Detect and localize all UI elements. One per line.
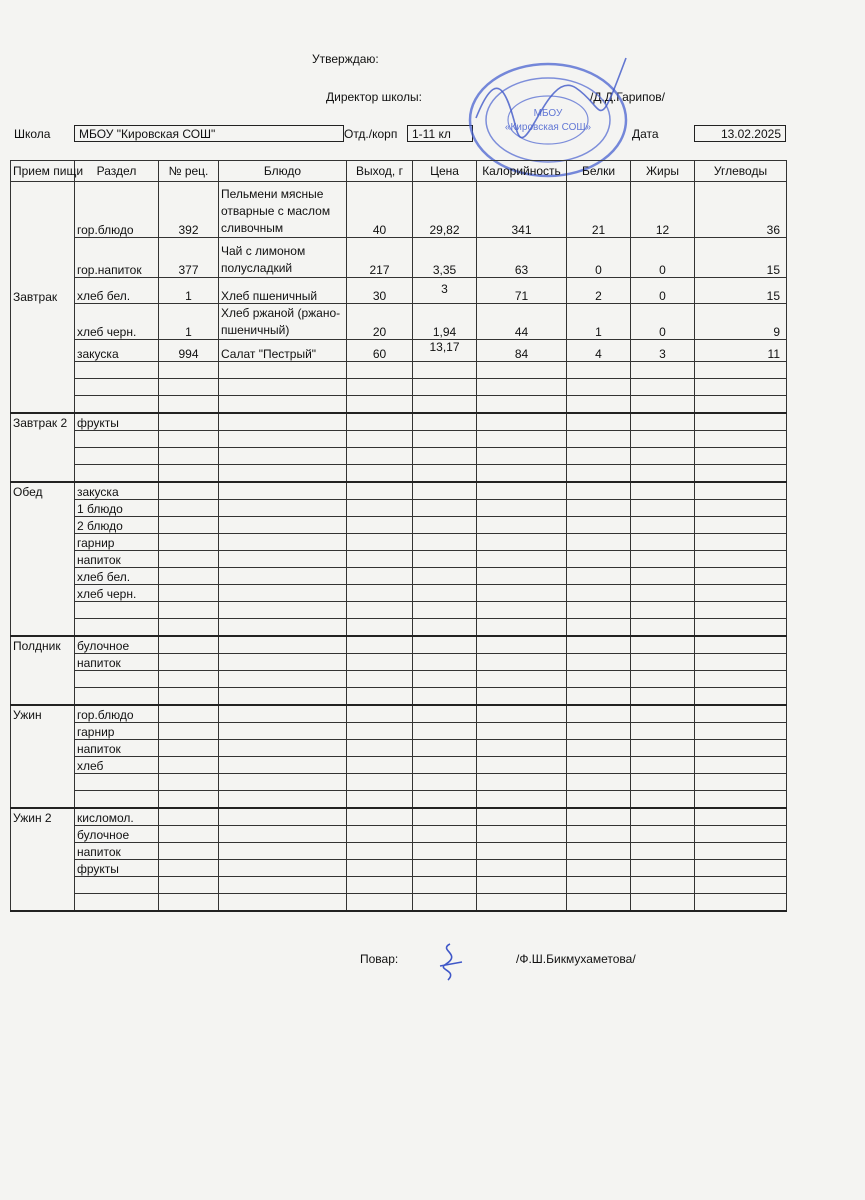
- cell-section: напиток: [75, 654, 159, 671]
- cell-yield: 40: [347, 182, 413, 238]
- date-label: Дата: [632, 127, 659, 141]
- meal-label: Полдник: [11, 636, 75, 705]
- cell-carbs: 15: [695, 238, 787, 278]
- dept-field: 1-11 кл: [407, 125, 473, 142]
- cell-section: хлеб: [75, 757, 159, 774]
- table-row: [11, 808, 787, 826]
- col-header: Углеводы: [695, 161, 787, 182]
- cell-protein: 1: [567, 304, 631, 340]
- cell-section: хлеб черн.: [75, 304, 159, 340]
- cell-kcal: 44: [477, 304, 567, 340]
- cell-section: гарнир: [75, 723, 159, 740]
- table-row: [11, 774, 787, 791]
- svg-text:«Кировская СОШ»: «Кировская СОШ»: [504, 122, 592, 133]
- school-field: МБОУ "Кировская СОШ": [74, 125, 344, 142]
- cell-carbs: 9: [695, 304, 787, 340]
- cell-dish: Хлеб ржаной (ржано-пшеничный): [219, 304, 347, 340]
- cell-carbs: 36: [695, 182, 787, 238]
- cell-recipe: 392: [159, 182, 219, 238]
- table-row: [11, 723, 787, 740]
- col-header: Выход, г: [347, 161, 413, 182]
- cell-section: хлеб черн.: [75, 585, 159, 602]
- table-row: [11, 740, 787, 757]
- table-row: [11, 278, 787, 304]
- table-row: [11, 705, 787, 723]
- date-field: 13.02.2025: [694, 125, 786, 142]
- director-name: /Д.Д.Гарипов/: [590, 90, 666, 104]
- table-row: [11, 619, 787, 637]
- col-header: Блюдо: [219, 161, 347, 182]
- cell-section: закуска: [75, 340, 159, 362]
- meal-label: Ужин 2: [11, 808, 75, 911]
- cell-carbs: 11: [695, 340, 787, 362]
- col-header: № рец.: [159, 161, 219, 182]
- cell-section: 1 блюдо: [75, 500, 159, 517]
- cell-kcal: 63: [477, 238, 567, 278]
- cell-price: 3,35: [413, 238, 477, 278]
- col-header: Калорийность: [477, 161, 567, 182]
- cell-price: 1,94: [413, 304, 477, 340]
- cell-fat: 0: [631, 278, 695, 304]
- table-row: [11, 568, 787, 585]
- cell-section: хлеб бел.: [75, 568, 159, 585]
- table-row: [11, 396, 787, 414]
- cell-kcal: 71: [477, 278, 567, 304]
- table-row: [11, 636, 787, 654]
- table-row: [11, 534, 787, 551]
- table-row: [11, 654, 787, 671]
- cell-section: кисломол.: [75, 808, 159, 826]
- table-row: [11, 379, 787, 396]
- cell-section: гор.напиток: [75, 238, 159, 278]
- table-row: [11, 757, 787, 774]
- cell-section: закуска: [75, 482, 159, 500]
- cell-protein: 4: [567, 340, 631, 362]
- col-header: Раздел: [75, 161, 159, 182]
- table-row: [11, 448, 787, 465]
- dept-label: Отд./корп: [344, 127, 398, 141]
- cell-fat: 0: [631, 304, 695, 340]
- cell-section: фрукты: [75, 413, 159, 431]
- cell-kcal: 84: [477, 340, 567, 362]
- table-row: [11, 894, 787, 912]
- cell-fat: 0: [631, 238, 695, 278]
- cell-protein: 2: [567, 278, 631, 304]
- table-row: [11, 585, 787, 602]
- cell-section: гор.блюдо: [75, 182, 159, 238]
- col-header: Жиры: [631, 161, 695, 182]
- table-row: [11, 860, 787, 877]
- col-header: Прием пищи: [11, 161, 75, 182]
- table-row: [11, 688, 787, 706]
- cell-carbs: 15: [695, 278, 787, 304]
- school-stamp: [456, 48, 636, 178]
- cell-recipe: 1: [159, 304, 219, 340]
- table-row: [11, 340, 787, 362]
- table-row: [11, 877, 787, 894]
- cell-kcal: 341: [477, 182, 567, 238]
- table-row: [11, 826, 787, 843]
- cell-section: булочное: [75, 826, 159, 843]
- cook-name: /Ф.Ш.Бикмухаметова/: [516, 952, 636, 966]
- table-row: [11, 791, 787, 809]
- table-row: [11, 182, 787, 238]
- cell-recipe: 994: [159, 340, 219, 362]
- meal-label: Обед: [11, 482, 75, 636]
- table-row: [11, 465, 787, 483]
- cell-yield: 20: [347, 304, 413, 340]
- cell-price: 3: [413, 278, 477, 304]
- cell-section: напиток: [75, 843, 159, 860]
- cell-protein: 0: [567, 238, 631, 278]
- cell-price: 29,82: [413, 182, 477, 238]
- cell-section: хлеб бел.: [75, 278, 159, 304]
- approve-label: Утверждаю:: [312, 52, 379, 66]
- director-label: Директор школы:: [326, 90, 422, 104]
- cell-dish: Хлеб пшеничный: [219, 278, 347, 304]
- cell-yield: 60: [347, 340, 413, 362]
- table-row: [11, 843, 787, 860]
- cell-section: гор.блюдо: [75, 705, 159, 723]
- table-row: [11, 238, 787, 278]
- meal-label: Завтрак 2: [11, 413, 75, 482]
- table-row: [11, 500, 787, 517]
- svg-text:МБОУ: МБОУ: [533, 108, 563, 119]
- cell-yield: 30: [347, 278, 413, 304]
- col-header: Белки: [567, 161, 631, 182]
- table-row: [11, 517, 787, 534]
- cell-dish: Салат "Пестрый": [219, 340, 347, 362]
- cell-section: напиток: [75, 551, 159, 568]
- cell-protein: 21: [567, 182, 631, 238]
- table-row: [11, 362, 787, 379]
- table-row: [11, 431, 787, 448]
- cell-fat: 3: [631, 340, 695, 362]
- meal-label: Ужин: [11, 705, 75, 808]
- col-header: Цена: [413, 161, 477, 182]
- cell-fat: 12: [631, 182, 695, 238]
- cell-section: 2 блюдо: [75, 517, 159, 534]
- meal-label: Завтрак: [11, 182, 75, 414]
- cook-label: Повар:: [360, 952, 399, 966]
- cell-price: 13,17: [413, 340, 477, 362]
- school-label: Школа: [14, 127, 51, 141]
- table-row: [11, 413, 787, 431]
- cell-section: напиток: [75, 740, 159, 757]
- table-row: [11, 482, 787, 500]
- table-row: [11, 671, 787, 688]
- table-row: [11, 551, 787, 568]
- cell-dish: Пельмени мясные отварные с маслом сливочным: [219, 182, 347, 238]
- table-row: [11, 602, 787, 619]
- cell-recipe: 1: [159, 278, 219, 304]
- cell-recipe: 377: [159, 238, 219, 278]
- cell-section: фрукты: [75, 860, 159, 877]
- cell-section: гарнир: [75, 534, 159, 551]
- cell-section: булочное: [75, 636, 159, 654]
- table-header-row: [11, 161, 787, 182]
- cook-signature: [432, 940, 472, 984]
- table-row: [11, 304, 787, 340]
- menu-table: [10, 160, 787, 912]
- cell-yield: 217: [347, 238, 413, 278]
- cell-dish: Чай с лимоном полусладкий: [219, 238, 347, 278]
